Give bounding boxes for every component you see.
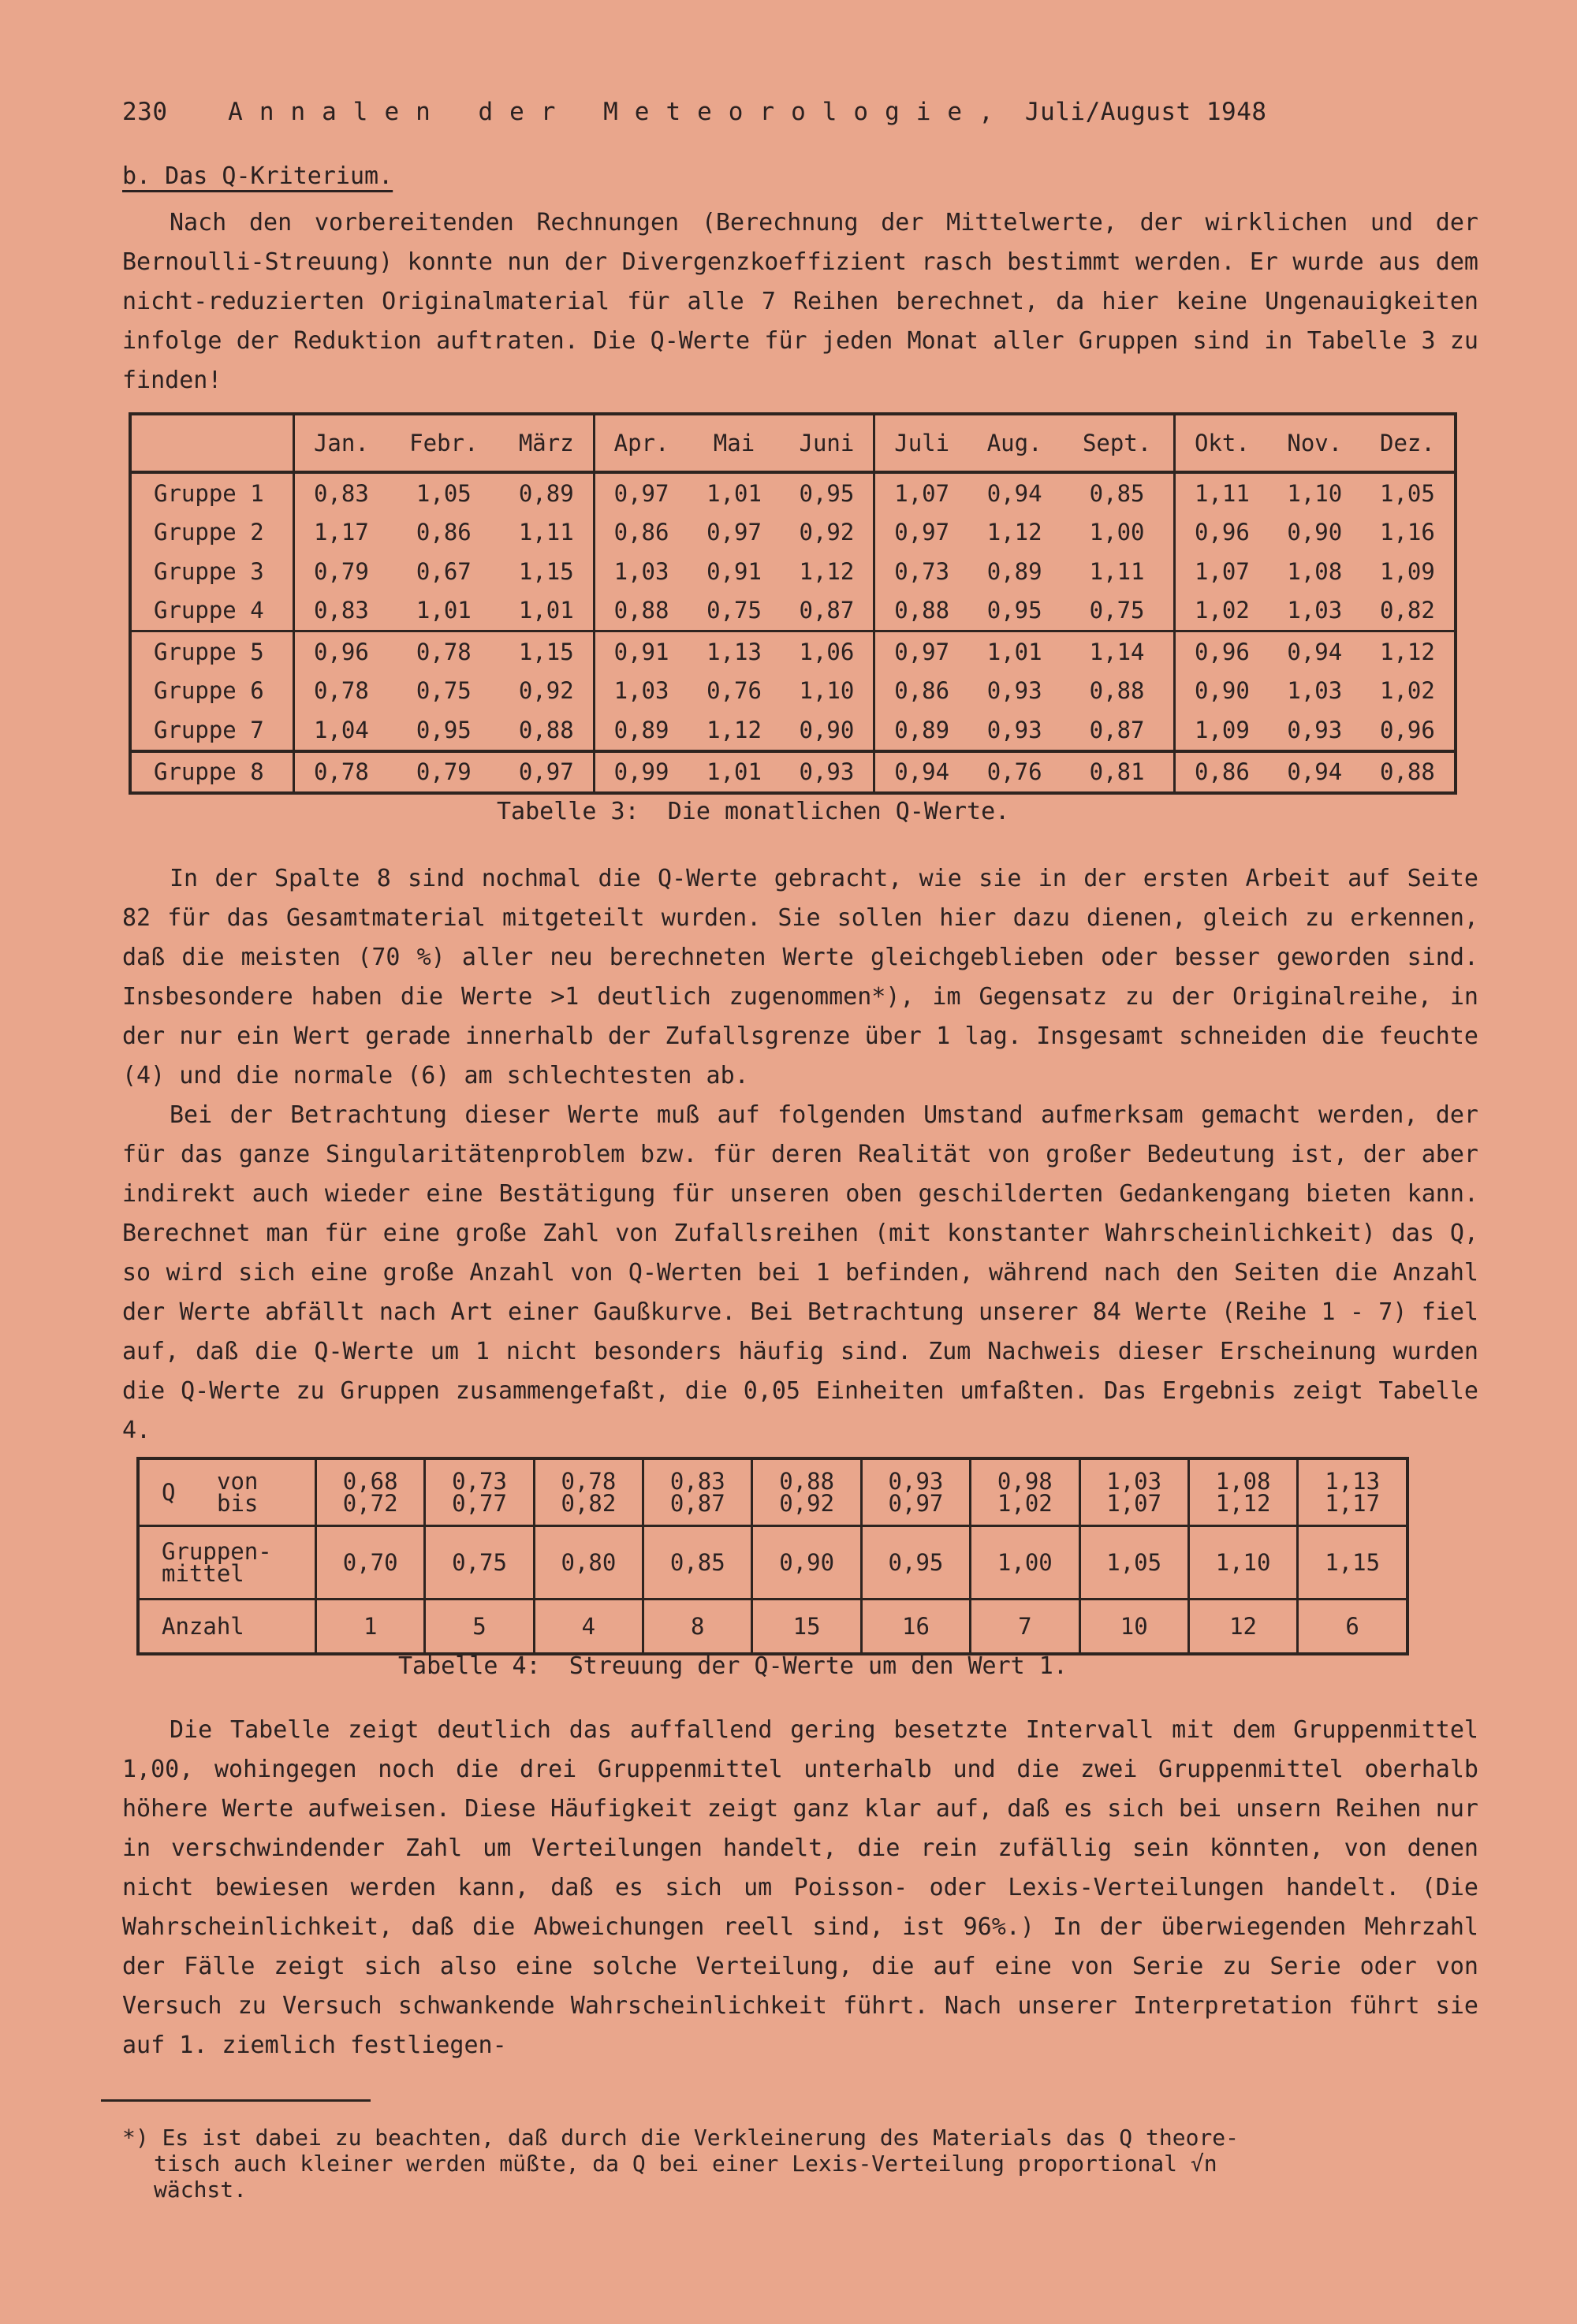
- count-cell: 5: [425, 1600, 534, 1655]
- q-value-cell: 1,01: [706, 479, 762, 507]
- von-label: von: [217, 1468, 259, 1495]
- q-value-cell: 0,89: [986, 557, 1042, 585]
- range-von: 0,88: [779, 1468, 835, 1495]
- mittel-label-line2: mittel: [162, 1560, 244, 1587]
- q-value-cell: 0,90: [1194, 677, 1250, 705]
- q-value-cell: 1,02: [1194, 597, 1250, 624]
- range-cell: [861, 1458, 970, 1526]
- q-value-cell: 1,11: [1194, 479, 1250, 507]
- q-value-cell: 0,76: [706, 677, 762, 705]
- range-von: 1,08: [1215, 1468, 1271, 1495]
- row-label: Gruppe 4: [130, 591, 294, 631]
- count-cell: 8: [643, 1600, 752, 1655]
- q-value-cell: 0,95: [986, 597, 1042, 624]
- table-4-anzahl-row: [138, 1600, 1407, 1655]
- q-value-cell: 0,97: [613, 479, 669, 507]
- range-bis: 0,97: [888, 1490, 944, 1517]
- q-value-cell: 1,03: [613, 557, 669, 585]
- q-value-cell: 0,97: [894, 519, 950, 546]
- range-von: 0,98: [997, 1468, 1053, 1495]
- page-number: 230: [122, 98, 168, 126]
- footnote-line-3: wächst.: [154, 2177, 248, 2203]
- q-label: Q: [162, 1479, 176, 1506]
- range-bis: 1,02: [997, 1490, 1053, 1517]
- range-cell: [1188, 1458, 1297, 1526]
- q-value-cell: 0,94: [874, 751, 968, 794]
- q-value-cell: 0,90: [781, 710, 874, 751]
- paragraph-2: In der Spalte 8 sind nochmal die Q-Werte gebracht, wie sie in der ersten Arbeit auf Seite 82 für das Gesamtmaterial mitgeteilt wurden. Sie sollen hier dazu dienen, gleich zu erkennen, daß die meisten (70 %) aller neu berechneten Werte gleichgeblieben oder besser geworden sind. Insbesondere haben die Werte >1 deutlich zugenommen*), im Gegensatz zu der Originalreihe, in der nur ein Wert gerade innerhalb der Zufallsgrenze über 1 lag. Insgesamt schneiden die feuchte (4) und die normale (6) am schlechtesten ab.: [122, 865, 1478, 1089]
- count-cell: 15: [752, 1600, 861, 1655]
- q-value-cell: 1,12: [1361, 631, 1456, 672]
- month-header: Nov.: [1269, 414, 1361, 472]
- group-mean-cell: 0,95: [861, 1526, 970, 1600]
- q-value-cell: 1,04: [313, 716, 369, 743]
- q-value-cell: 0,88: [1061, 672, 1174, 711]
- q-value-cell: 1,06: [781, 631, 874, 672]
- group-mean-cell: 1,10: [1188, 1526, 1297, 1600]
- table-4: [136, 1457, 1409, 1655]
- row-label: Gruppe 2: [130, 513, 294, 553]
- q-value-cell: 1,17: [313, 519, 369, 546]
- range-cell: [752, 1458, 861, 1526]
- group-mean-cell: 0,85: [643, 1526, 752, 1600]
- range-von: 0,73: [452, 1468, 507, 1495]
- q-value-cell: 1,05: [1380, 479, 1435, 507]
- row-label: Gruppe 5: [130, 631, 294, 672]
- q-value-cell: 1,01: [968, 631, 1061, 672]
- paragraph-1: Nach den vorbereitenden Rechnungen (Berechnung der Mittelwerte, der wirklichen und der Bernoulli-Streuung) konnte nun der Divergenzkoeffizient rasch bestimmt werden. Er wurde aus dem nicht-reduzierten Originalmaterial für alle 7 Reihen berechnet, da hier keine Ungenauigkeiten infolge der Reduktion auftraten. Die Q-Werte für jeden Monat aller Gruppen sind in Tabelle 3 zu finden!: [122, 209, 1478, 394]
- q-value-cell: 1,01: [416, 597, 472, 624]
- q-value-cell: 1,09: [1380, 557, 1435, 585]
- q-value-cell: 0,97: [500, 751, 594, 794]
- range-von: 0,68: [342, 1468, 398, 1495]
- q-value-cell: 0,87: [781, 591, 874, 631]
- q-value-cell: 0,82: [1380, 597, 1435, 624]
- q-value-cell: 0,87: [1061, 710, 1174, 751]
- q-value-cell: 1,13: [688, 631, 780, 672]
- q-value-cell: 0,75: [706, 597, 762, 624]
- range-bis: 1,12: [1215, 1490, 1271, 1517]
- row-label: Gruppe 3: [130, 552, 294, 591]
- q-value-cell: 0,78: [388, 631, 500, 672]
- month-header: Okt.: [1174, 414, 1268, 472]
- q-value-cell: 0,93: [986, 677, 1042, 705]
- row-label: Gruppe 1: [130, 472, 294, 513]
- range-bis: 0,92: [779, 1490, 835, 1517]
- journal-title: Annalen der Meteorologie,: [228, 98, 1010, 126]
- table-3: [129, 412, 1457, 795]
- q-value-cell: 1,16: [1380, 519, 1435, 546]
- q-value-cell: 0,75: [1061, 591, 1174, 631]
- q-value-cell: 1,07: [1194, 557, 1250, 585]
- mittel-label-line1: Gruppen-: [162, 1538, 272, 1565]
- count-cell: 4: [534, 1600, 643, 1655]
- group-mean-cell: 1,15: [1298, 1526, 1407, 1600]
- q-value-cell: 1,14: [1061, 631, 1174, 672]
- range-bis: 0,82: [561, 1490, 617, 1517]
- table-3-corner: [130, 414, 294, 472]
- footnote-line-1: *) Es ist dabei zu beachten, daß durch die Verkleinerung des Materials das Q theore-: [122, 2125, 1240, 2151]
- q-value-cell: 1,07: [894, 479, 950, 507]
- q-value-cell: 0,81: [1061, 751, 1174, 794]
- month-header: Febr.: [388, 414, 500, 472]
- q-value-cell: 0,92: [781, 513, 874, 553]
- range-cell: [1298, 1458, 1407, 1526]
- q-value-cell: 1,10: [781, 672, 874, 711]
- q-value-cell: 0,96: [294, 631, 388, 672]
- table-row: [130, 710, 1456, 751]
- table-3-body: [130, 472, 1456, 793]
- row-label: Gruppe 6: [130, 672, 294, 711]
- count-cell: 6: [1298, 1600, 1407, 1655]
- range-cell: [643, 1458, 752, 1526]
- footnote-line-2: tisch auch kleiner werden müßte, da Q bei einer Lexis-Verteilung proportional √n: [154, 2151, 1217, 2177]
- table-row: [130, 751, 1456, 794]
- month-header: Mai: [688, 414, 780, 472]
- q-value-cell: 0,95: [781, 472, 874, 513]
- q-value-cell: 1,12: [706, 716, 762, 743]
- q-value-cell: 0,93: [986, 716, 1042, 743]
- q-value-cell: 1,11: [500, 513, 594, 553]
- range-bis: 0,72: [342, 1490, 398, 1517]
- group-mean-cell: 1,05: [1079, 1526, 1188, 1600]
- q-value-cell: 0,85: [1061, 472, 1174, 513]
- group-mean-cell: 1,00: [971, 1526, 1079, 1600]
- range-bis: 1,07: [1106, 1490, 1162, 1517]
- count-cell: 16: [861, 1600, 970, 1655]
- range-cell: [425, 1458, 534, 1526]
- table-4-mittel-row: [138, 1526, 1407, 1600]
- range-von: 0,78: [561, 1468, 617, 1495]
- q-value-cell: 0,79: [388, 751, 500, 794]
- bis-label: bis: [217, 1490, 259, 1517]
- month-header: Sept.: [1061, 414, 1174, 472]
- group-mean-cell: 0,80: [534, 1526, 643, 1600]
- issue-date: Juli/August 1948: [1024, 98, 1267, 126]
- count-cell: 1: [316, 1600, 425, 1655]
- table-row: [130, 631, 1456, 672]
- q-value-cell: 1,12: [986, 519, 1042, 546]
- q-value-cell: 0,86: [1174, 751, 1268, 794]
- table-row: [130, 672, 1456, 711]
- group-mean-cell: 0,90: [752, 1526, 861, 1600]
- table-row: [130, 591, 1456, 631]
- table-row: [130, 513, 1456, 553]
- q-value-cell: 0,88: [1361, 751, 1456, 794]
- q-value-cell: 0,86: [613, 519, 669, 546]
- range-cell: [1079, 1458, 1188, 1526]
- table-3-caption: Tabelle 3: Die monatlichen Q-Werte.: [497, 798, 1010, 825]
- q-value-cell: 1,01: [688, 751, 780, 794]
- table-row: [130, 472, 1456, 513]
- q-value-cell: 0,67: [416, 557, 472, 585]
- q-value-cell: 0,96: [1380, 716, 1435, 743]
- month-header: Dez.: [1361, 414, 1456, 472]
- q-value-cell: 0,97: [706, 519, 762, 546]
- q-value-cell: 0,78: [294, 751, 388, 794]
- q-value-cell: 1,10: [1287, 479, 1343, 507]
- q-value-cell: 0,79: [313, 557, 369, 585]
- q-value-cell: 0,86: [894, 677, 950, 705]
- q-value-cell: 1,03: [1287, 677, 1343, 705]
- q-value-cell: 0,89: [500, 472, 594, 513]
- q-value-cell: 0,90: [1287, 519, 1343, 546]
- count-cell: 7: [971, 1600, 1079, 1655]
- q-value-cell: 0,97: [874, 631, 968, 672]
- q-value-cell: 0,88: [500, 710, 594, 751]
- table-3-header-row: [130, 414, 1456, 472]
- count-cell: 10: [1079, 1600, 1188, 1655]
- footnote-rule: [101, 2099, 371, 2102]
- q-value-cell: 1,11: [1061, 552, 1174, 591]
- q-value-cell: 0,93: [781, 751, 874, 794]
- month-header: Juli: [874, 414, 968, 472]
- q-value-cell: 0,95: [416, 716, 472, 743]
- q-value-cell: 0,73: [894, 557, 950, 585]
- q-value-cell: 0,89: [613, 716, 669, 743]
- range-bis: 0,87: [669, 1490, 725, 1517]
- range-von: 0,93: [888, 1468, 944, 1495]
- q-value-cell: 0,89: [894, 716, 950, 743]
- range-von: 1,03: [1106, 1468, 1162, 1495]
- running-header: [122, 98, 1267, 126]
- q-value-cell: 0,96: [1174, 631, 1268, 672]
- paragraph-3: Bei der Betrachtung dieser Werte muß auf folgenden Umstand aufmerksam gemacht werden, der für das ganze Singularitätenproblem bzw. für deren Realität von großer Bedeutung ist, der aber indirekt auch wieder eine Bestätigung für unseren oben geschilderten Gedankengang bieten kann. Berechnet man für eine große Zahl von Zufallsreihen (mit konstanter Wahrscheinlichkeit) das Q, so wird sich eine große Anzahl von Q-Werten bei 1 befinden, während nach den Seiten die Anzahl der Werte abfällt nach Art einer Gaußkurve. Bei Betrachtung unserer 84 Werte (Reihe 1 - 7) fiel auf, daß die Q-Werte um 1 nicht besonders häufig sind. Zum Nachweis dieser Erscheinung wurden die Q-Werte zu Gruppen zusammengefaßt, die 0,05 Einheiten umfaßten. Das Ergebnis zeigt Tabelle 4.: [122, 1101, 1478, 1444]
- month-header: März: [500, 414, 594, 472]
- q-value-cell: 0,94: [1269, 751, 1361, 794]
- range-cell: [971, 1458, 1079, 1526]
- q-value-cell: 1,02: [1380, 677, 1435, 705]
- month-header: Aug.: [968, 414, 1061, 472]
- month-header: Jan.: [294, 414, 388, 472]
- q-value-cell: 0,83: [313, 479, 369, 507]
- row-label: Gruppe 8: [130, 751, 294, 794]
- q-value-cell: 1,01: [500, 591, 594, 631]
- table-4-range-label: [138, 1458, 316, 1526]
- q-value-cell: 0,75: [416, 677, 472, 705]
- group-mean-cell: 0,70: [316, 1526, 425, 1600]
- footnote: [122, 2125, 1467, 2203]
- q-value-cell: 0,88: [613, 597, 669, 624]
- q-value-cell: 1,03: [613, 677, 669, 705]
- q-value-cell: 1,09: [1194, 716, 1250, 743]
- table-row: [130, 552, 1456, 591]
- q-value-cell: 0,91: [706, 557, 762, 585]
- q-value-cell: 0,86: [416, 519, 472, 546]
- group-mean-cell: 0,75: [425, 1526, 534, 1600]
- q-value-cell: 0,99: [594, 751, 688, 794]
- q-value-cell: 1,00: [1061, 513, 1174, 553]
- q-value-cell: 0,83: [313, 597, 369, 624]
- table-4-mittel-label: [138, 1526, 316, 1600]
- q-value-cell: 0,78: [313, 677, 369, 705]
- range-von: 0,83: [669, 1468, 725, 1495]
- month-header: Apr.: [594, 414, 688, 472]
- range-von: 1,13: [1325, 1468, 1381, 1495]
- q-value-cell: 0,94: [1269, 631, 1361, 672]
- q-value-cell: 0,96: [1194, 519, 1250, 546]
- table-4-anzahl-label: Anzahl: [138, 1600, 316, 1655]
- paragraph-4: Die Tabelle zeigt deutlich das auffallend gering besetzte Intervall mit dem Gruppenmittel 1,00, wohingegen noch die drei Gruppenmittel unterhalb und die zwei Gruppenmittel oberhalb höhere Werte aufweisen. Diese Häufigkeit zeigt ganz klar auf, daß es sich bei unsern Reihen nur in verschwindender Zahl um Verteilungen handelt, die rein zufällig sein könnten, von denen nicht bewiesen werden kann, daß es sich um Poisson- oder Lexis-Verteilungen handelt. (Die Wahrscheinlichkeit, daß die Abweichungen reell sind, ist 96%.) In der überwiegenden Mehrzahl der Fälle zeigt sich also eine solche Verteilung, die auf eine von Serie zu Serie oder von Versuch zu Versuch schwankende Wahrscheinlichkeit führt. Nach unserer Interpretation führt sie auf 1. ziemlich festliegen-: [122, 1716, 1478, 2059]
- q-value-cell: 0,92: [500, 672, 594, 711]
- q-value-cell: 0,93: [1287, 716, 1343, 743]
- range-bis: 1,17: [1325, 1490, 1381, 1517]
- q-value-cell: 1,08: [1287, 557, 1343, 585]
- count-cell: 12: [1188, 1600, 1297, 1655]
- q-value-cell: 1,15: [500, 631, 594, 672]
- range-cell: [534, 1458, 643, 1526]
- q-value-cell: 1,12: [781, 552, 874, 591]
- q-value-cell: 1,15: [500, 552, 594, 591]
- q-value-cell: 0,91: [594, 631, 688, 672]
- q-value-cell: 1,05: [416, 479, 472, 507]
- section-heading: b. Das Q-Kriterium.: [122, 162, 393, 190]
- table-4-caption: Tabelle 4: Streuung der Q-Werte um den Wert 1.: [398, 1652, 1068, 1680]
- q-value-cell: 1,03: [1287, 597, 1343, 624]
- row-label: Gruppe 7: [130, 710, 294, 751]
- q-value-cell: 0,94: [986, 479, 1042, 507]
- range-cell: [316, 1458, 425, 1526]
- q-value-cell: 0,88: [894, 597, 950, 624]
- range-bis: 0,77: [452, 1490, 507, 1517]
- table-4-range-row: [138, 1458, 1407, 1526]
- q-value-cell: 0,76: [968, 751, 1061, 794]
- month-header: Juni: [781, 414, 874, 472]
